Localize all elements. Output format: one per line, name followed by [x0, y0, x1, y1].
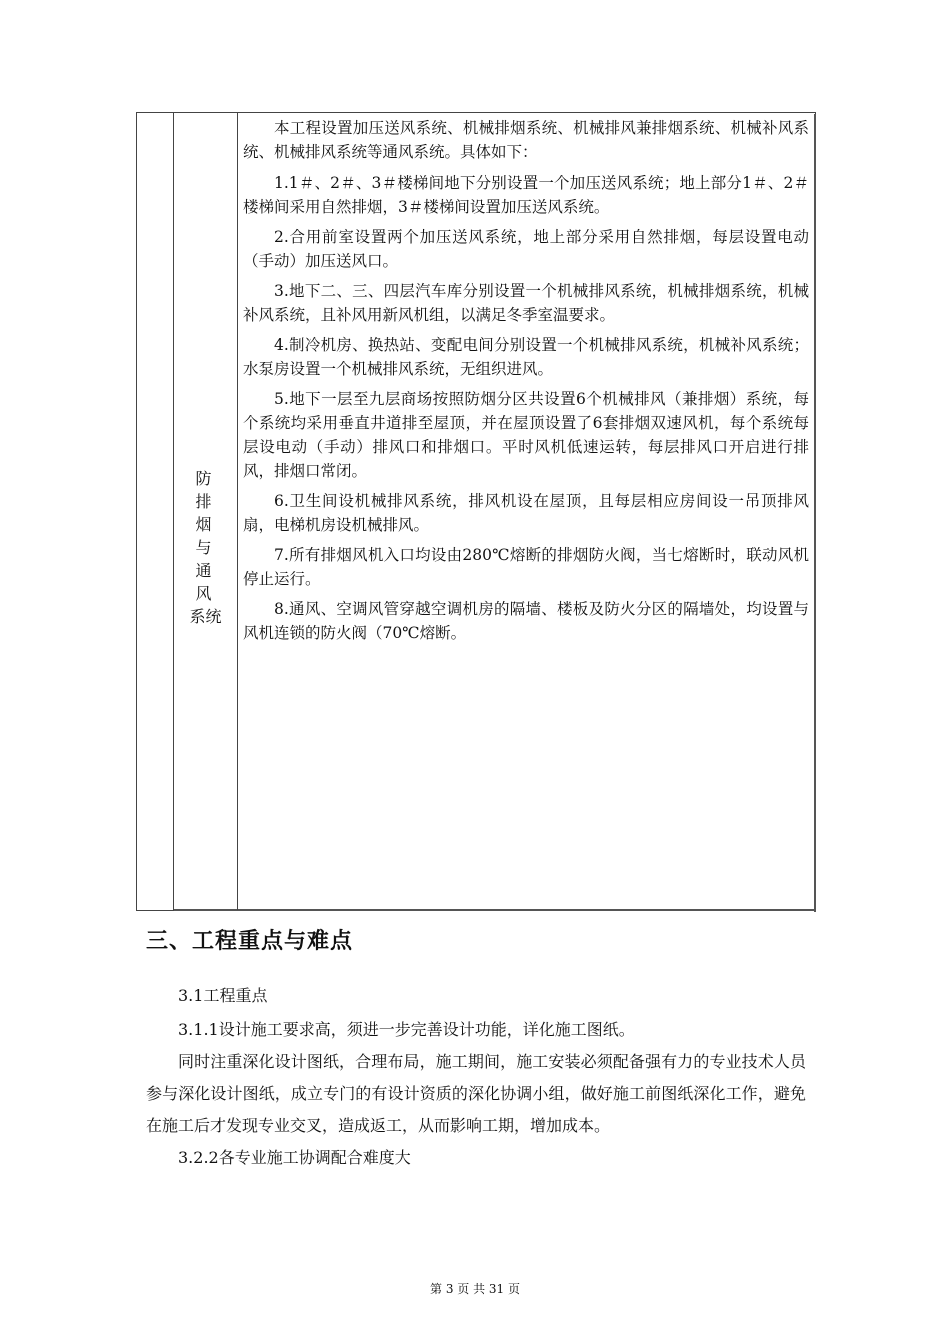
system-item: 7.所有排烟风机入口均设由280℃熔断的排烟防火阀，当七熔断时，联动风机停止运行。: [243, 546, 809, 588]
row-label-cell: [174, 467, 237, 628]
row-content-cell: [243, 116, 809, 651]
system-item: 3.地下二、三、四层汽车库分别设置一个机械排风系统，机械排烟系统，机械补风系统，且补风用新风机组，以满足冬季室温要求。: [243, 282, 809, 324]
section-heading: 三、工程重点与难点: [146, 929, 354, 954]
fire-ventilation-table: [136, 112, 816, 912]
page-number: 第 3 页 共 31 页: [430, 1282, 520, 1296]
row-label-line: 通 风: [195, 561, 220, 603]
sub-heading: 3.1工程重点: [178, 986, 268, 1005]
point-text: 3.1.1设计施工要求高，须进一步完善设计功能，详化施工图纸。: [178, 1020, 635, 1039]
system-item: 8.通风、空调风管穿越空调机房的隔墙、楼板及防火分区的隔墙处，均设置与风机连锁的防火阀（70℃熔断。: [243, 600, 809, 642]
system-item: 6.卫生间设机械排风系统，排风机设在屋顶，且每层相应房间设一吊顶排风扇，电梯机房设机械排风。: [243, 492, 809, 534]
table-shadow-bottom: [174, 909, 816, 911]
system-item: 4.制冷机房、换热站、变配电间分别设置一个机械排风系统，机械补风系统；水泵房设置一个机械排风系统，无组织进风。: [243, 336, 809, 378]
row-label-line: 系统: [189, 607, 222, 626]
row-label-line: 防 排: [195, 469, 220, 511]
section-body: [146, 980, 806, 1174]
point-text: 3.2.2各专业施工协调配合难度大: [178, 1148, 411, 1167]
system-item: 1.1＃、2＃、3＃楼梯间地下分别设置一个加压送风系统；地上部分1＃、2＃楼梯间采用自然排烟，3＃楼梯间设置加压送风系统。: [243, 174, 809, 216]
system-item: 5.地下一层至九层商场按照防烟分区共设置6个机械排风（兼排烟）系统，每个系统均采用垂直井道排至屋顶，并在屋顶设置了6套排烟双速风机，每个系统每层设电动（手动）排风口和排烟口。平时风机低速运转，每层排风口开启进行排风，排烟口常闭。: [243, 390, 809, 480]
system-item: 2.合用前室设置两个加压送风系统，地上部分采用自然排烟，每层设置电动（手动）加压送风口。: [243, 228, 809, 270]
row-label-line: 烟 与: [195, 515, 220, 557]
body-paragraph: 同时注重深化设计图纸，合理布局，施工期间，施工安装必须配备强有力的专业技术人员参与深化设计图纸，成立专门的有设计资质的深化协调小组，做好施工前图纸深化工作，避免在施工后才发现专业交叉，造成返工，从而影响工期，增加成本。: [146, 1052, 806, 1135]
table-column-divider: [237, 112, 238, 910]
table-shadow-right: [814, 114, 816, 912]
system-intro: 本工程设置加压送风系统、机械排烟系统、机械排风兼排烟系统、机械补风系统、机械排风系统等通风系统。具体如下：: [243, 119, 809, 161]
